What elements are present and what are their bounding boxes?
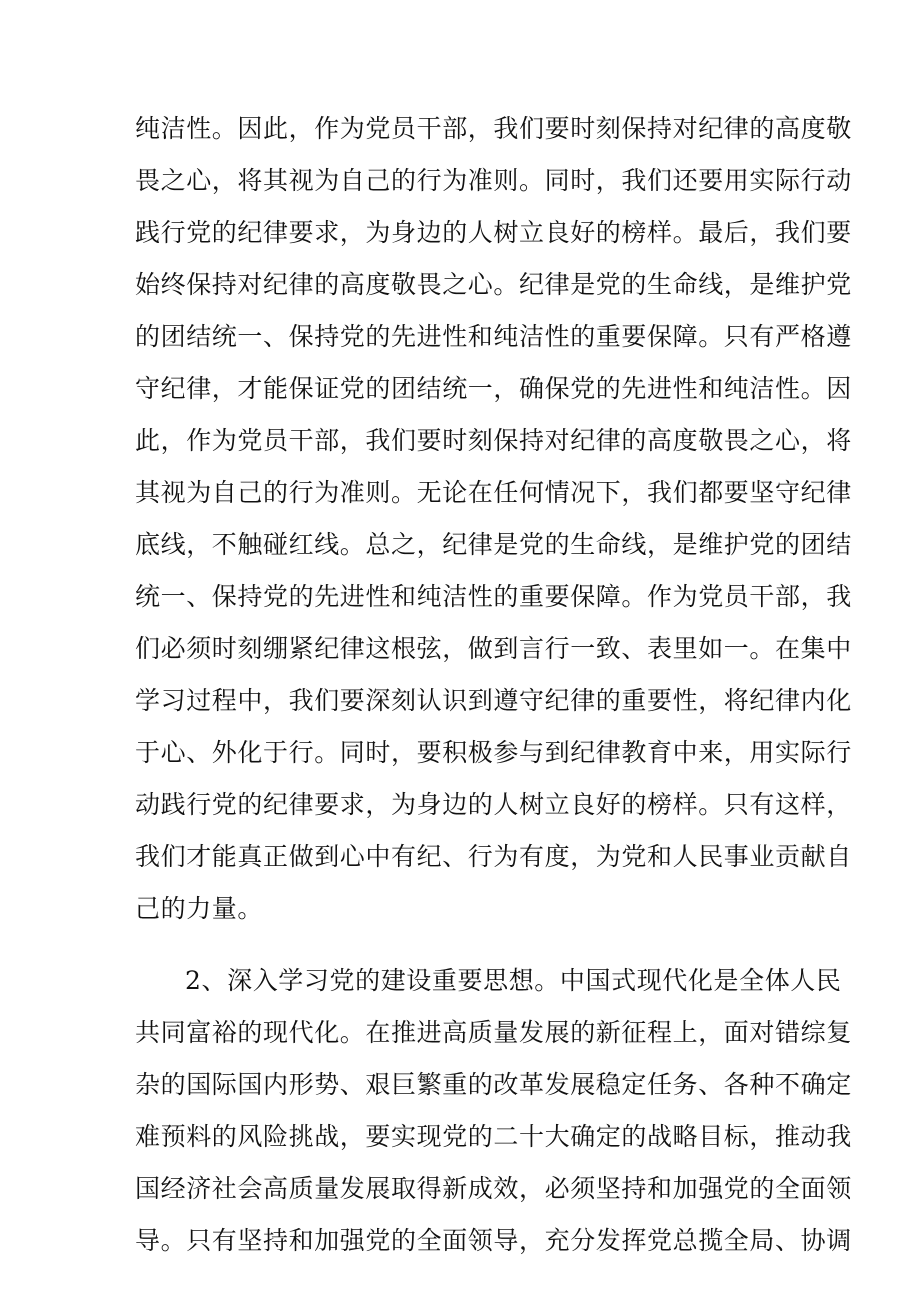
text-line: 国经济社会高质量发展取得新成效，必须坚持和加强党的全面领	[135, 1174, 852, 1203]
text-line: 杂的国际国内形势、艰巨繁重的改革发展稳定任务、各种不确定	[135, 1070, 852, 1099]
text-line: 畏之心，将其视为自己的行为准则。同时，我们还要用实际行动	[135, 166, 852, 195]
text-line: 导。只有坚持和加强党的全面领导，充分发挥党总揽全局、协调	[135, 1226, 852, 1255]
text-line: 共同富裕的现代化。在推进高质量发展的新征程上，面对错综复	[135, 1018, 852, 1047]
text-line: 动践行党的纪律要求，为身边的人树立良好的榜样。只有这样，	[135, 790, 852, 819]
text-line: 们必须时刻绷紧纪律这根弦，做到言行一致、表里如一。在集中	[135, 634, 852, 663]
text-line: 此，作为党员干部，我们要时刻保持对纪律的高度敬畏之心，将	[135, 426, 852, 455]
text-line: 我们才能真正做到心中有纪、行为有度，为党和人民事业贡献自	[135, 842, 852, 871]
text-line: 纯洁性。因此，作为党员干部，我们要时刻保持对纪律的高度敬	[135, 114, 852, 143]
text-line: 践行党的纪律要求，为身边的人树立良好的榜样。最后，我们要	[135, 218, 852, 247]
paragraph-spacer	[135, 935, 785, 955]
text-line: 其视为自己的行为准则。无论在任何情况下，我们都要坚守纪律	[135, 478, 852, 507]
text-line: 2、深入学习党的建设重要思想。中国式现代化是全体人民	[185, 966, 842, 995]
text-line: 学习过程中，我们要深刻认识到遵守纪律的重要性，将纪律内化	[135, 686, 852, 715]
text-line: 统一、保持党的先进性和纯洁性的重要保障。作为党员干部，我	[135, 582, 852, 611]
text-line: 始终保持对纪律的高度敬畏之心。纪律是党的生命线，是维护党	[135, 270, 852, 299]
document-body	[135, 103, 852, 1267]
paragraph-1	[135, 103, 852, 935]
text-line: 守纪律，才能保证党的团结统一，确保党的先进性和纯洁性。因	[135, 374, 852, 403]
text-line: 底线，不触碰红线。总之，纪律是党的生命线，是维护党的团结	[135, 530, 852, 559]
text-line: 己的力量。	[135, 894, 264, 923]
text-line: 的团结统一、保持党的先进性和纯洁性的重要保障。只有严格遵	[135, 322, 852, 351]
text-line: 难预料的风险挑战，要实现党的二十大确定的战略目标，推动我	[135, 1122, 852, 1151]
text-line: 于心、外化于行。同时，要积极参与到纪律教育中来，用实际行	[135, 738, 852, 767]
paragraph-2	[135, 955, 852, 1267]
